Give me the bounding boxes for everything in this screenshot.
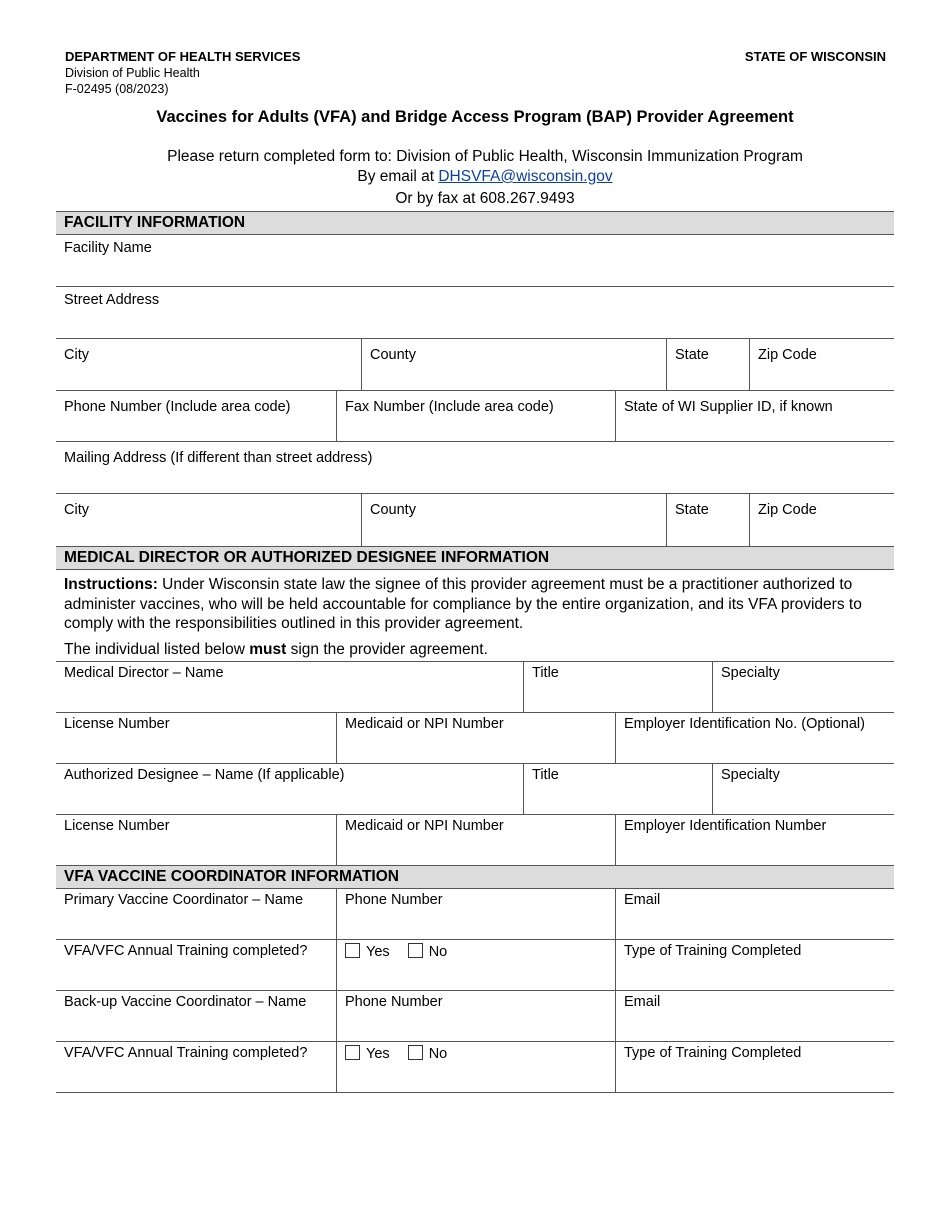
facility-name-field[interactable]: Facility Name [64,240,152,256]
designee-medicaid-npi-field[interactable]: Medicaid or NPI Number [336,815,615,865]
yes-label: Yes [366,944,390,960]
designee-title-field[interactable]: Title [523,764,712,814]
city-field[interactable]: City [64,347,89,363]
license-number-field[interactable]: License Number [64,716,170,732]
facility-section-heading: FACILITY INFORMATION [56,211,894,235]
division-name: Division of Public Health [65,66,200,80]
medical-section-heading: MEDICAL DIRECTOR OR AUTHORIZED DESIGNEE INFORMATION [56,546,894,570]
return-info [0,147,950,209]
primary-training-type-field[interactable]: Type of Training Completed [615,940,894,990]
must-prefix: The individual listed below [64,640,250,658]
phone-field[interactable]: Phone Number (Include area code) [64,399,291,415]
designee-name-field[interactable]: Authorized Designee – Name (If applicable) [64,767,345,783]
director-title-field[interactable]: Title [523,662,712,712]
no-checkbox[interactable] [408,1045,423,1060]
mailing-state-field[interactable]: State [666,494,749,546]
designee-row [56,764,894,815]
backup-email-field[interactable]: Email [615,991,894,1041]
backup-training-type-field[interactable]: Type of Training Completed [615,1042,894,1092]
backup-phone-field[interactable]: Phone Number [336,991,615,1041]
backup-no-option[interactable] [408,1045,448,1062]
form-number: F-02495 (08/2023) [65,82,169,96]
ein-field[interactable]: Employer Identification Number [615,815,894,865]
primary-training-row [56,940,894,991]
facility-name-row [56,235,894,287]
mailing-city-row [56,494,894,546]
primary-no-option[interactable] [408,943,448,960]
email-prefix: By email at [357,168,439,185]
county-field[interactable]: County [361,339,666,390]
yes-checkbox[interactable] [345,1045,360,1060]
must-suffix: sign the provider agreement. [286,640,488,658]
mailing-address-row [56,442,894,494]
street-address-row [56,287,894,339]
must-sign-note [64,640,886,660]
no-checkbox[interactable] [408,943,423,958]
designee-license-row [56,815,894,866]
director-row [56,661,894,713]
director-name-field[interactable]: Medical Director – Name [64,665,224,681]
street-address-field[interactable]: Street Address [64,292,160,308]
director-license-row [56,713,894,764]
primary-coordinator-name-field[interactable]: Primary Vaccine Coordinator – Name [64,892,304,908]
designee-specialty-field[interactable]: Specialty [712,764,894,814]
backup-coordinator-row [56,991,894,1042]
instructions-text: Under Wisconsin state law the signee of this provider agreement must be a practitioner authorized to administer vaccines, who will be held accountable for compliance by the entire organization, and its VFA providers to comply with the responsibilities outlined in this provider agreement. [64,576,862,632]
primary-coordinator-row [56,889,894,940]
no-label: No [428,1046,448,1062]
email-link[interactable]: DHSVFA@wisconsin.gov [438,168,613,185]
backup-training-options [336,1042,615,1092]
fax-field[interactable]: Fax Number (Include area code) [336,391,615,441]
instructions-label: Instructions: [64,576,158,593]
provider-agreement-form [56,211,894,1093]
header-left [65,49,300,97]
mailing-county-field[interactable]: County [361,494,666,546]
must-word: must [249,640,287,658]
director-specialty-field[interactable]: Specialty [712,662,894,712]
primary-phone-field[interactable]: Phone Number [336,889,615,939]
page-title: Vaccines for Adults (VFA) and Bridge Access Program (BAP) Provider Agreement [156,108,794,126]
instructions [56,570,894,661]
state-field[interactable]: State [666,339,749,390]
ein-optional-field[interactable]: Employer Identification No. (Optional) [615,713,894,763]
primary-yes-option[interactable] [345,943,390,960]
fax-line: Or by fax at 608.267.9493 [395,190,575,207]
coordinator-section-heading: VFA VACCINE COORDINATOR INFORMATION [56,866,894,889]
yes-label: Yes [366,1046,390,1062]
department-name: DEPARTMENT OF HEALTH SERVICES [65,49,301,64]
backup-yes-option[interactable] [345,1045,390,1062]
yes-checkbox[interactable] [345,943,360,958]
state-name: STATE OF WISCONSIN [744,49,886,64]
primary-email-field[interactable]: Email [615,889,894,939]
mailing-address-field[interactable]: Mailing Address (If different than street address) [64,450,373,466]
phone-row [56,391,894,442]
medicaid-npi-field[interactable]: Medicaid or NPI Number [336,713,615,763]
zip-field[interactable]: Zip Code [749,339,894,390]
backup-training-row [56,1042,894,1093]
designee-license-field[interactable]: License Number [64,818,170,834]
primary-training-question: VFA/VFC Annual Training completed? [64,943,308,959]
instructions-paragraph [64,575,886,634]
mailing-zip-field[interactable]: Zip Code [749,494,894,546]
city-row [56,339,894,391]
supplier-id-field[interactable]: State of WI Supplier ID, if known [615,391,894,441]
return-line: Please return completed form to: Division of Public Health, Wisconsin Immunization Program [167,148,803,165]
primary-training-options [336,940,615,990]
no-label: No [428,944,448,960]
mailing-city-field[interactable]: City [64,502,89,518]
backup-training-question: VFA/VFC Annual Training completed? [64,1045,308,1061]
backup-coordinator-name-field[interactable]: Back-up Vaccine Coordinator – Name [64,994,307,1010]
email-line [0,167,950,187]
